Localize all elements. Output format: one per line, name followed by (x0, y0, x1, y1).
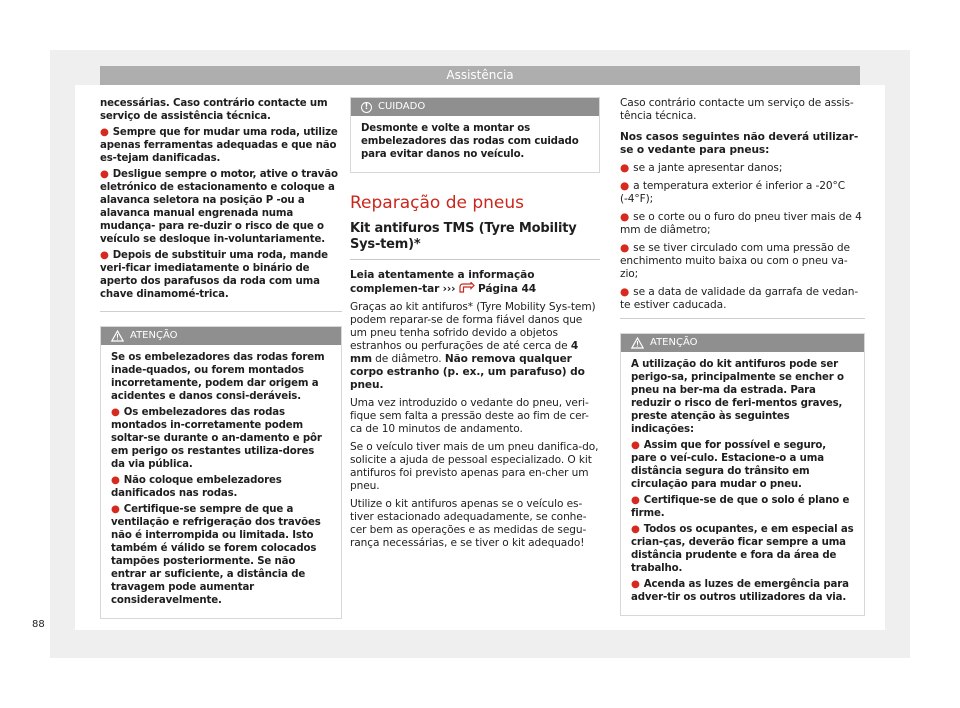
list-item: ● Não coloque embelezadores danificados nas rodas. (111, 475, 282, 499)
divider (620, 317, 865, 319)
section-title: Reparação de pneus (350, 193, 525, 213)
warning-intro: Se os embelezadores das rodas forem inade-quados, ou forem montados incorretamente, podem dar origem a acidentes e danos consi-deráveis. (111, 352, 325, 402)
paragraph: Graças ao kit antifuros* (Tyre Mobility Sys-tem) podem reparar-se de forma fiável danos que um pneu tenha sofrido devido a objetos estranhos ou perfurações de até cerca de 4 mm de diâmetro. Não remova qualquer corpo estranho (p. ex., um parafuso) do pneu. (350, 301, 596, 391)
list-item: ● Todos os ocupantes, e em especial as crian-ças, deverão ficar sempre a uma distância prudente e fora da área de trabalho. (631, 524, 854, 574)
list-item: ● se o corte ou o furo do pneu tiver mais de 4 mm de diâmetro; (620, 211, 862, 236)
warning-body (101, 345, 341, 618)
safety-list (100, 97, 342, 301)
list-item: ● se se tiver circulado com uma pressão de enchimento muito baixa ou com o pneu va-zio; (620, 242, 850, 280)
warning-header (621, 334, 864, 352)
caution-text: Desmonte e volte a montar os embelezadores das rodas com cuidado para evitar danos no veículo. (361, 123, 579, 160)
column-right (620, 97, 865, 616)
list-item: ● Os embelezadores das rodas montados in-corretamente podem soltar-se durante o an-damento e pôr em perigo os restantes utiliza-dores da via pública. (111, 407, 322, 470)
list-item: ● Assim que for possível e seguro, pare o veí-culo. Estacione-o a uma distância segura do trânsito em circulação para mudar o pneu. (631, 440, 826, 490)
list-item: ● a temperatura exterior é inferior a -20°C (-4°F); (620, 180, 846, 205)
sub-title: Kit antifuros TMS (Tyre Mobility Sys-tem)* (350, 221, 600, 260)
warning-box (100, 326, 342, 619)
reference-page-link[interactable]: Página 44 (477, 283, 537, 295)
list-item: ● se a jante apresentar danos; (620, 162, 783, 174)
column-left (100, 97, 342, 619)
info-circle-icon: ! (361, 102, 372, 113)
list-item: ● Sempre que for mudar uma roda, utilize apenas ferramentas adequadas e que não es-tejam danificadas. (100, 127, 338, 164)
list-item: ● Certifique-se sempre de que a ventilação e refrigeração dos travões não é interrompida ou limitada. Isto também é válido se forem colocados tampões posteriormente. Se não entrar ar suficiente, a distância de travagem pode aumentar consideravelmente. (111, 504, 321, 606)
list-item: ● Certifique-se de que o solo é plano e firme. (631, 495, 850, 519)
warning-label: ATENÇÃO (130, 330, 178, 341)
lead-paragraph: Leia atentamente a informação complemen-tar ››› Página 44 (350, 269, 537, 295)
paragraph: Se o veículo tiver mais de um pneu danifica-do, solicite a ajuda de pessoal especializado. O kit antifuros foi previsto apenas para en-cher um pneu. (350, 441, 599, 492)
section-body (350, 269, 600, 550)
list-item: ● Acenda as luzes de emergência para adver-tir os outros utilizadores da via. (631, 579, 849, 603)
list-item: ● Desligue sempre o motor, ative o travão eletrónico de estacionamento e coloque a alavanca seletora na posição P -ou a alavanca manual engrenada numa mudança- para re-duzir o risco de que o veículo se desloque in-voluntariamente. (100, 169, 338, 245)
paragraph: Utilize o kit antifuros apenas se o veículo es-tiver estacionado adequadamente, se conhe-cer bem as operações e as medidas de segu-rança necessárias, e se tiver o kit adequado! (350, 498, 587, 549)
page-header (100, 66, 860, 85)
divider (100, 304, 342, 312)
column-middle (350, 97, 600, 555)
warning-triangle-icon (111, 330, 124, 342)
caution-label: CUIDADO (378, 101, 426, 112)
conditions-heading: Nos casos seguintes não deverá utilizar-se o vedante para pneus: (620, 131, 859, 156)
paragraph: Caso contrário contacte um serviço de assis-tência técnica. (620, 97, 854, 122)
caution-box (350, 97, 600, 173)
list-item: ● Depois de substituir uma roda, mande veri-ficar imediatamente o binário de aperto dos parafusos da roda com uma chave dinamomé-trica. (100, 250, 328, 300)
warning-label: ATENÇÃO (650, 337, 698, 348)
caution-body (351, 116, 599, 172)
reference-arrows: ››› (442, 283, 456, 295)
page-content (75, 85, 885, 630)
warning-intro: A utilização do kit antifuros pode ser perigo-sa, principalmente se encher o pneu na ber-ma da estrada. Para reduzir o risco de feri-mentos graves, preste atenção às seguintes indicações: (631, 359, 844, 435)
intro-text: necessárias. Caso contrário contacte um serviço de assistência técnica. (100, 98, 328, 122)
warning-box (620, 333, 865, 616)
caution-header (351, 98, 599, 116)
header-title: Assistência (446, 68, 514, 82)
page-number: 88 (32, 619, 45, 630)
list-item: ● se a data de validade da garrafa de vedan-te estiver caducada. (620, 286, 859, 311)
paragraph: Uma vez introduzido o vedante do pneu, veri-fique sem falta a pressão deste ao fim de cer-ca de 10 minutos de andamento. (350, 397, 589, 435)
tire-kit-icon (459, 282, 475, 294)
warning-body (621, 352, 864, 615)
conditions-text (620, 97, 865, 312)
warning-triangle-icon (631, 337, 644, 349)
warning-header (101, 327, 341, 345)
